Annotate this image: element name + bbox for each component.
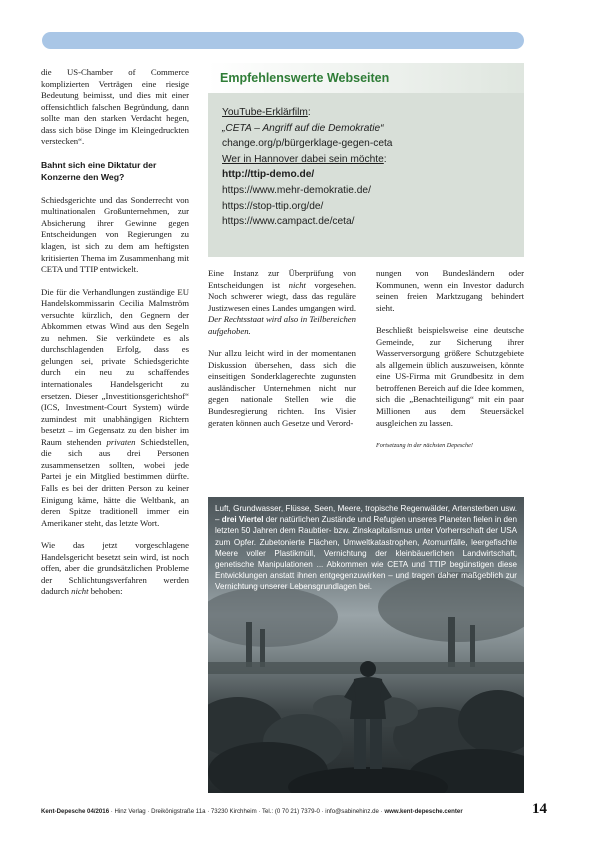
recommended-websites-box	[208, 63, 524, 257]
link-stop-ttip[interactable]: https://stop-ttip.org/de/	[222, 200, 324, 212]
article-column-2	[208, 268, 356, 440]
youtube-link-label[interactable]: YouTube-Erklärfilm	[222, 107, 308, 118]
article-column-3	[376, 268, 524, 452]
col2-paragraph-1: Eine Instanz zur Überprüfung von Entscheidungen ist nicht vorgesehen. Noch schwerer wiegt, dass das reguläre Justizwesen eines Landes umgangen wird. Der Rechtsstaat wird also in Teilbereichen aufgehoben.	[208, 268, 356, 336]
col3-paragraph-2: Beschließt beispielsweise eine deutsche Gemeinde, zur Sicherung ihrer Wasserversorgung größere Schutzgebiete als allgemein üblich auszuweisen, könnte eine US-Firma mit Grundbesitz in dem betroffenen Bereich auf die Idee kommen, sich die „Benachteiligung“ mit ein paar Millionen aus dem Steuersäckel ausgleichen zu lassen.	[376, 325, 524, 428]
link-ttip-demo[interactable]: http://ttip-demo.de/	[222, 169, 315, 181]
article-column-1	[41, 67, 189, 609]
film-title: „CETA – Angriff auf die Demokratie“	[222, 122, 384, 134]
col1-paragraph-2: Schiedsgerichte und das Sonderrecht von multinationalen Großunternehmen, zur Absicherung ihrer Gewinne gegen Entscheidungen von Regierungen zu klagen, ist sich zu dem am heftigsten kritisierten Thema im Zusammenhang mit CETA und TTIP entwickelt.	[41, 194, 189, 275]
pollution-photo	[208, 497, 524, 793]
photo-caption: Luft, Grundwasser, Flüsse, Seen, Meere, tropische Regenwälder, Artensterben usw. – drei Viertel der natürlichen Zustände und Refugien unseres Planeten fielen in den letzten 50 Jahren dem Raubtier- bzw. Zinskapitalismus unter Vorherrschaft der USA zum Opfer. Zubetonierte Flächen, Umweltkatastrophen, Atomunfälle, leergefischte Meere voller Plastikmüll, Vernichtung der kleinbäuerlichen Landwirtschaft, genetische Manipulationen ... Abkommen wie CETA und TTIP begünstigen diese Entwicklungen anstatt ihnen entgegenzuwirken – und tragen daher maßgeblich zur Vernichtung unserer Lebensgrundlagen bei.	[215, 504, 517, 592]
top-banner-bar	[42, 32, 524, 49]
page-number: 14	[532, 801, 547, 817]
hannover-label-line: Wer in Hannover dabei sein möchte:	[222, 153, 387, 165]
hannover-link-label[interactable]: Wer in Hannover dabei sein möchte	[222, 153, 384, 165]
website-list	[208, 93, 524, 230]
link-campact[interactable]: https://www.campact.de/ceta/	[222, 216, 355, 228]
page-footer	[41, 808, 523, 815]
col3-paragraph-1: nungen von Bundesländern oder Kommunen, wenn ein Investor dadurch seinen freien Marktzugang behindert sieht.	[376, 268, 524, 313]
publisher-info: · Hinz Verlag · Dreikönigstraße 11a · 73230 Kirchheim · Tel.: (0 70 21) 7379-0 · info@sabinehinz.de ·	[109, 808, 385, 815]
box-header	[208, 63, 524, 93]
person-silhouette-icon	[344, 661, 392, 769]
col1-paragraph-4: Wie das jetzt vorgeschlagene Handelsgericht besetzt sein wird, ist noch offen, aber die grundsätzlichen Probleme der Schlichtungsverfahren werden dadurch nicht behoben:	[41, 540, 189, 597]
website-link[interactable]: www.kent-depesche.center	[384, 808, 463, 815]
col2-paragraph-2: Nur allzu leicht wird in der momentanen Diskussion übersehen, dass sich die einseitigen Sonderklagerechte zugunsten ausländischer Unternehmen nicht nur gegen nationale Stellen wie die Bundesregierung richten. Ins Visier geraten können auch Gesetze und Verord-	[208, 348, 356, 428]
box-title: Empfehlenswerte Webseiten	[220, 71, 390, 85]
col1-paragraph-3: Die für die Verhandlungen zuständige EU Handelskommissarin Cecilia Malmström versuchte kürzlich, den Gegnern der Abkommen etwas Wind aus den Segeln zu nehmen. Sie verkündete es als durchschlagenden Erfolg, dass es gelungen sei, private Schiedsgerichte durch ein neu zu schaffendes internationales Handelsgericht zu ersetzen. Dieser „Investitionsgerichtshof“ (ICS, Investment-Court System) würde zumindest mit unabhängigen Richtern besetzt – im Gegensatz zu den bisher im Raum stehenden privaten Schiedstellen, die sich aus drei Personen zusammensetzen sollten, wobei jede Partei je ein Mitglied bestimmen dürfte. Falls es bei der dritten Person zu keiner Einigung käme, hätte die Weltbank, an deren Spitze traditionell immer ein Amerikaner steht, das letzte Wort.	[41, 286, 189, 528]
continuation-note: Fortsetzung in der nächsten Depesche!	[376, 442, 473, 450]
col1-paragraph-1: die US-Chamber of Commerce komplizierten Verträgen eine riesige Bedeutung beimisst, und dies mit einer offensichtlich falschen Begründung, dann sollte man den starken Verdacht hegen, dass sich böse Dinge im Kleingedruckten verstecken“.	[41, 67, 189, 147]
section-heading: Bahnt sich eine Diktatur der Konzerne den Weg?	[41, 159, 157, 182]
youtube-label-line: YouTube-Erklärfilm:	[222, 107, 311, 118]
link-change-org[interactable]: change.org/p/bürgerklage-gegen-ceta	[222, 138, 393, 150]
publication-name: Kent-Depesche 04/2016	[41, 808, 110, 815]
link-mehr-demokratie[interactable]: https://www.mehr-demokratie.de/	[222, 184, 371, 196]
